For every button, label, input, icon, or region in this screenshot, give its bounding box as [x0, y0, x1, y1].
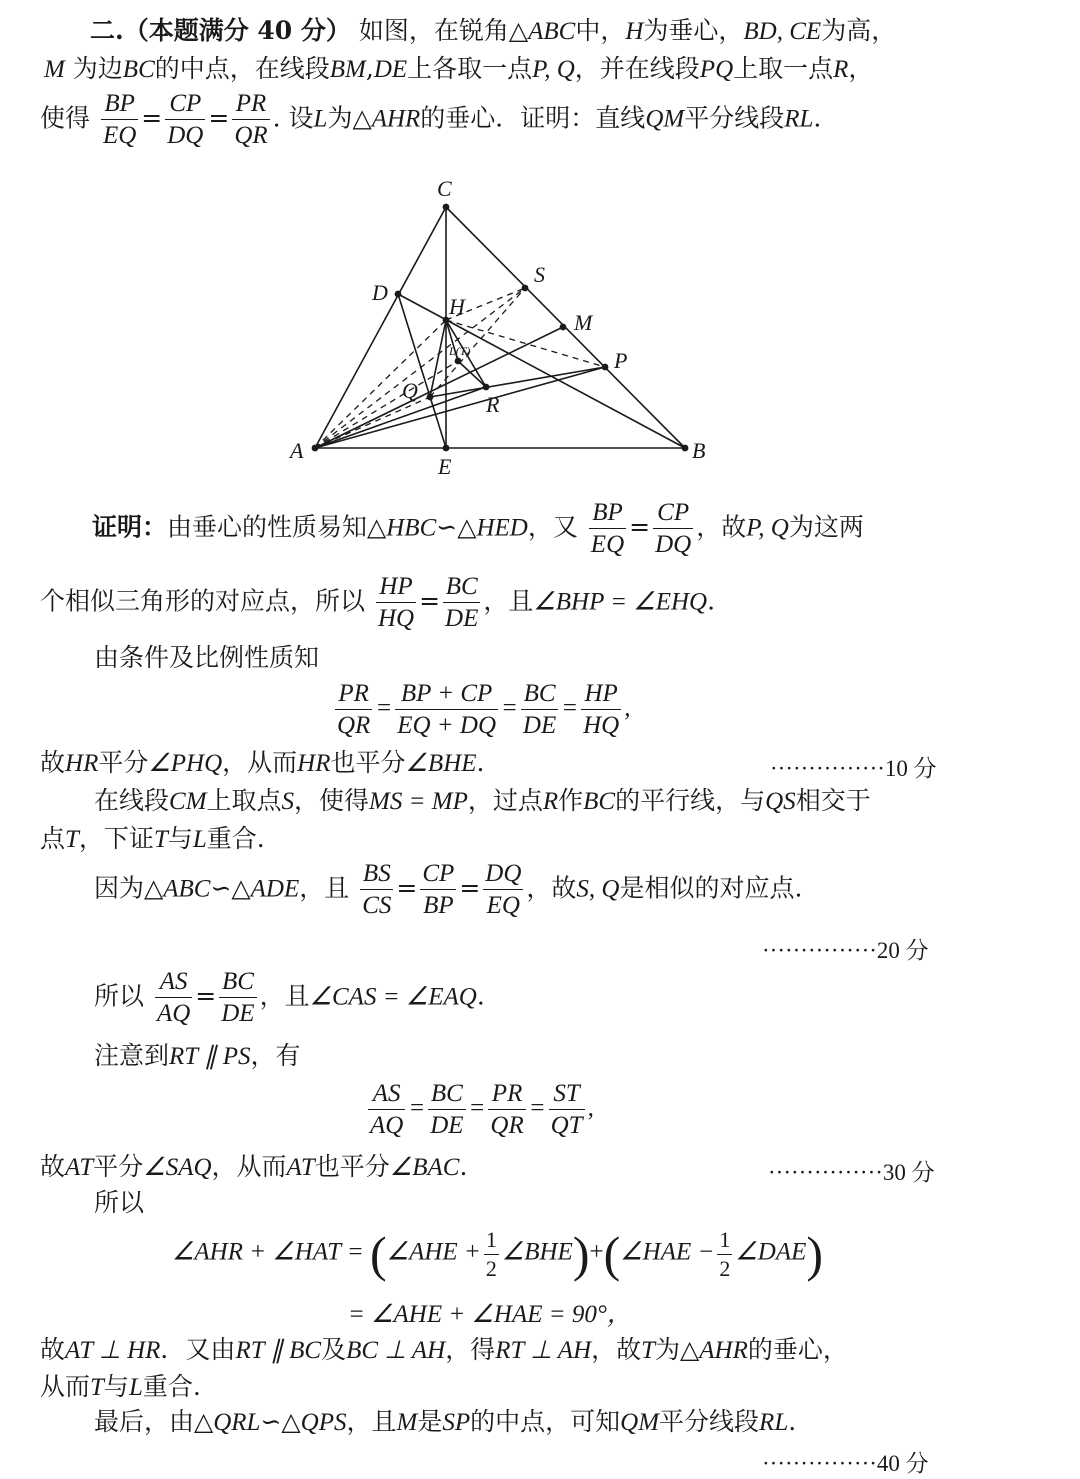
side-ac: [315, 207, 446, 448]
label-h: H: [449, 294, 465, 319]
segment-ap: [315, 367, 605, 448]
problem-line-3: 使得 $\frac{BP}{EQ}$ = $\frac{CP}{DQ}$ = $\frac{PR}{QR}$ . 设L为△AHR的垂心．证明：直线QM平分线段RL.: [40, 88, 821, 152]
proof-line-1: 证明：由垂心的性质易知△HBC∽△HED，又 $\frac{BP}{EQ}$ = $\frac{CP}{DQ}$ ，故P, Q为这两: [92, 499, 864, 559]
label-p: P: [614, 348, 628, 373]
equation-2: $\frac{AS}{AQ}$ = $\frac{BC}{DE}$ = $\frac{PR}{QR}$ = $\frac{ST}{QT}$ ,: [370, 1080, 594, 1140]
label-c: C: [437, 176, 452, 201]
segment-de: [398, 294, 446, 448]
point-t: [455, 358, 462, 365]
point-m: [560, 324, 567, 331]
score-20: ···············20 分: [762, 938, 929, 963]
point-e: [443, 445, 450, 452]
label-lt: L(T): [449, 344, 471, 358]
fraction-bp-eq: $\frac{BP}{EQ}$: [102, 90, 137, 150]
score-10: ···············10 分: [770, 756, 937, 781]
dashed-as: [315, 288, 525, 448]
fraction-cp-dq: $\frac{CP}{DQ}$: [167, 90, 204, 150]
point-a: [312, 445, 319, 452]
point-c: [443, 204, 450, 211]
proof-line-8: 所以 $\frac{AS}{AQ}$ = $\frac{BC}{DE}$ ，且∠CAS = ∠EAQ.: [94, 968, 485, 1028]
problem-line-1: 二.（本题满分 40 分） 如图，在锐角△ABC中，H为垂心，BD, CE为高，: [90, 16, 897, 45]
equation-1: $\frac{PR}{QR}$ = $\frac{BP + CP}{EQ + DQ}$ = $\frac{BC}{DE}$ = $\frac{HP}{HQ}$ ,: [337, 680, 631, 740]
proof-line-3: 由条件及比例性质知: [94, 643, 320, 672]
fraction-pr-qr: $\frac{PR}{QR}$: [234, 90, 268, 150]
problem-line-2: M 为边BC的中点，在线段BM,DE上各取一点P, Q，并在线段PQ上取一点R，: [44, 54, 874, 83]
dashed-qs: [430, 288, 525, 397]
point-r: [483, 384, 490, 391]
label-d: D: [372, 280, 388, 305]
point-q: [427, 394, 434, 401]
proof-label: 证明：: [92, 512, 168, 542]
label-r: R: [486, 392, 500, 417]
problem-heading: 二.（本题满分 40 分）: [90, 16, 351, 45]
proof-line-4: 故HR平分∠PHQ，从而HR也平分∠BHE.: [40, 748, 485, 777]
label-m: M: [574, 310, 593, 335]
label-e: E: [438, 454, 452, 479]
proof-line-9: 注意到RT ∥ PS，有: [94, 1041, 301, 1070]
proof-line-5: 在线段CM上取点S，使得MS = MP，过点R作BC的平行线，与QS相交于: [94, 786, 871, 815]
score-30: ···············30 分: [768, 1160, 935, 1185]
point-p: [602, 364, 609, 371]
proof-line-7: 因为△ABC∽△ADE，且 $\frac{BS}{CS}$ = $\frac{CP}{BP}$ = $\frac{DQ}{EQ}$ ，故S, Q是相似的对应点.: [94, 860, 803, 920]
proof-line-13: 从而T与L重合.: [40, 1372, 201, 1401]
proof-line-2: 个相似三角形的对应点，所以 $\frac{HP}{HQ}$ = $\frac{BC}{DE}$ ，且∠BHP = ∠EHQ.: [40, 573, 716, 633]
point-b: [682, 445, 689, 452]
point-s: [522, 285, 529, 292]
point-d: [395, 291, 402, 298]
score-40: ···············40 分: [762, 1451, 929, 1476]
label-s: S: [534, 262, 545, 287]
proof-line-12: 故AT ⊥ HR．又由RT ∥ BC及BC ⊥ AH，得RT ⊥ AH，故T为△AHR的垂心，: [40, 1335, 848, 1364]
label-a: A: [290, 438, 304, 463]
segment-qp: [430, 367, 605, 397]
label-q: Q: [402, 378, 418, 403]
geometry-figure: [0, 0, 1080, 500]
proof-line-6: 点T，下证T与L重合.: [40, 824, 265, 853]
proof-line-14: 最后，由△QRL∽△QPS，且M是SP的中点，可知QM平分线段RL.: [94, 1407, 797, 1436]
equation-3: ∠AHR + ∠HAT = (∠AHE + $\frac{1}{2}$ ∠BHE)+(∠HAE − $\frac{1}{2}$ ∠DAE): [172, 1226, 824, 1282]
equation-3-line-2: = ∠AHE + ∠HAE = 90°，: [348, 1301, 632, 1328]
proof-line-10: 故AT平分∠SAQ，从而AT也平分∠BAC.: [40, 1152, 468, 1181]
proof-line-11: 所以: [94, 1188, 145, 1217]
label-b: B: [692, 438, 706, 463]
